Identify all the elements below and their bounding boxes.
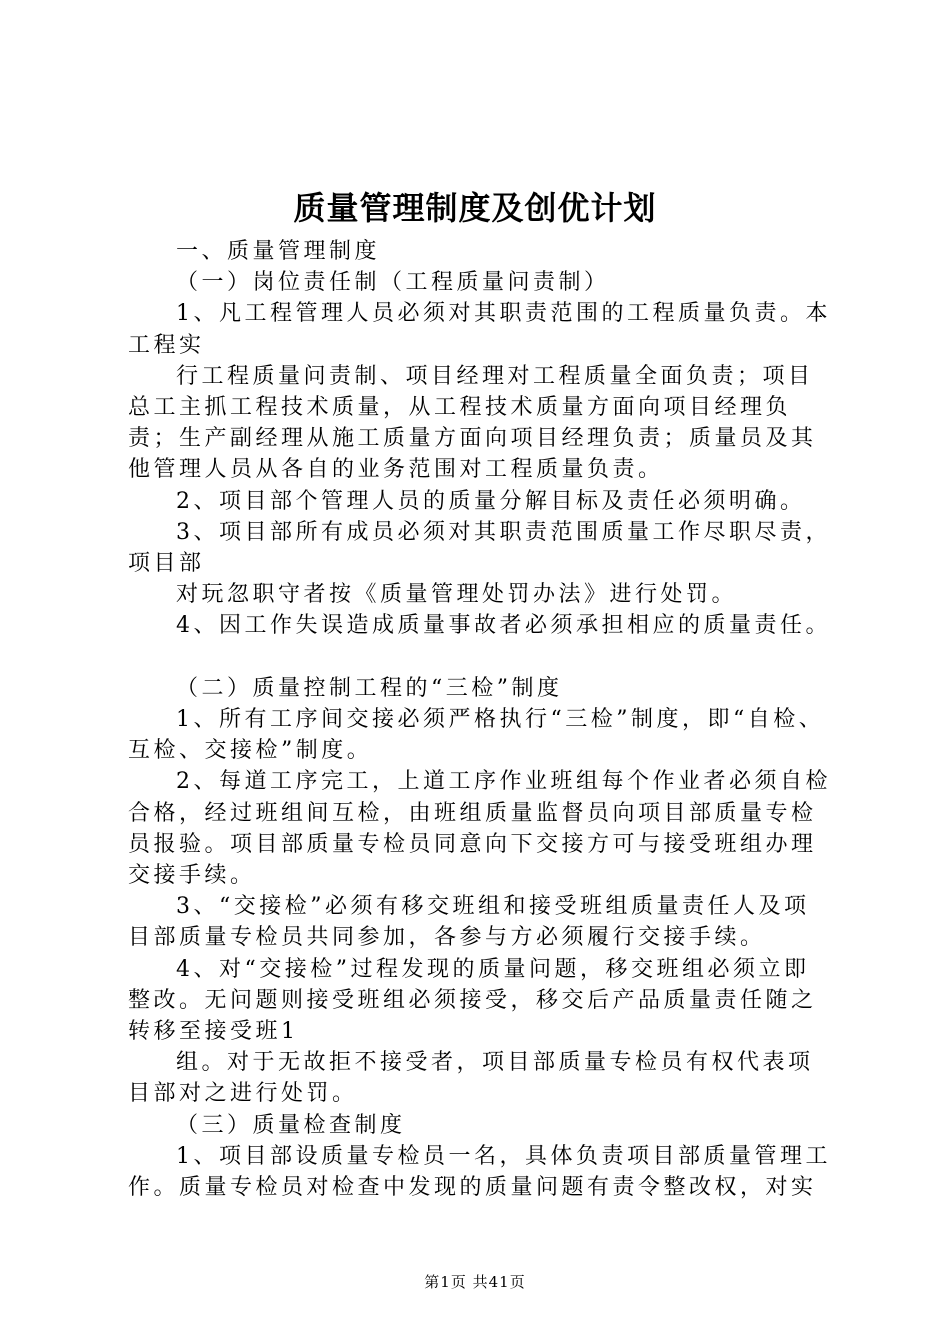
paragraph: 1、项目部设质量专检员一名，具体负责项目部质量管理工作。质量专检员对检查中发现的质量问题有责令整改权，对实 [128, 1143, 831, 1201]
blank-line [128, 642, 832, 673]
paragraph: 2、每道工序完工，上道工序作业班组每个作业者必须自检合格，经过班组间互检，由班组质量监督员向项目部质量专检员报验。项目部质量专检员同意向下交接方可与接受班组办理交接手续。 [128, 769, 831, 889]
paragraph: 组。对于无故拒不接受者，项目部质量专检员有权代表项目部对之进行处罚。 [128, 1050, 814, 1107]
paragraph: 2、项目部个管理人员的质量分解目标及责任必须明确。 [176, 488, 806, 514]
paragraph: 3、项目部所有成员必须对其职责范围质量工作尽职尽责，项目部 [128, 519, 831, 577]
document-body [128, 236, 832, 1203]
subsection-heading: （三）质量检查制度 [176, 1112, 406, 1138]
paragraph: 4、对“交接检”过程发现的质量问题，移交班组必须立即整改。无问题则接受班组必须接受，移交后产品质量责任随之转移至接受班1 [128, 956, 817, 1045]
section-heading: 一、质量管理制度 [176, 239, 381, 264]
paragraph: 3、“交接检”必须有移交班组和接受班组质量责任人及项目部质量专检员共同参加，各参与方必须履行交接手续。 [128, 894, 810, 951]
document-title: 质量管理制度及创优计划 [293, 189, 657, 227]
subsection-heading: （一）岗位责任制（工程质量问责制） [176, 270, 610, 296]
paragraph: 4、因工作失误造成质量事故者必须承担相应的质量责任。 [176, 613, 831, 639]
paragraph: 1、所有工序间交接必须严格执行“三检”制度，即“自检、互检、交接检”制度。 [128, 707, 825, 764]
paragraph: 行工程质量问责制、项目经理对工程质量全面负责；项目总工主抓工程技术质量，从工程技术质量方面向项目经理负责；生产副经理从施工质量方面向项目经理负责；质量员及其他管理人员从各自的业务范围对工程质量负责。 [128, 363, 817, 483]
subsection-heading: （二）质量控制工程的“三检”制度 [176, 675, 563, 701]
page-indicator: 第1页 共41页 [424, 1273, 526, 1291]
paragraph: 1、凡工程管理人员必须对其职责范围的工程质量负责。本工程实 [128, 301, 831, 358]
paragraph: 对玩忽职守者按《质量管理处罚办法》进行处罚。 [176, 582, 738, 608]
